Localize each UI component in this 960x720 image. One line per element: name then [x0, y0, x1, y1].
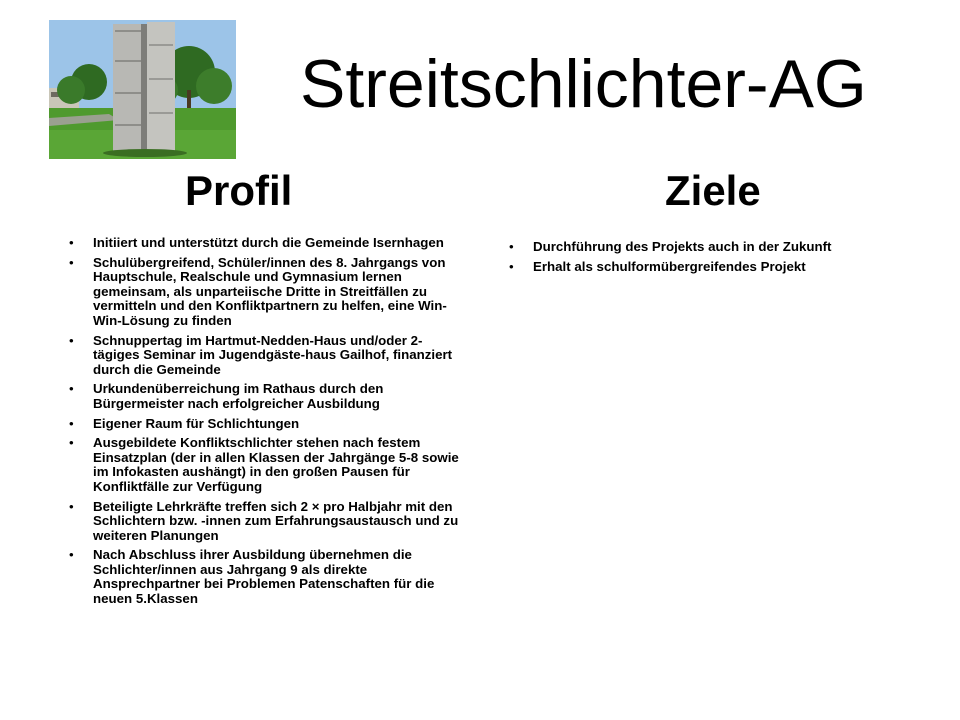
bullet-icon: • — [509, 258, 514, 274]
bullet-icon: • — [69, 547, 74, 563]
profil-heading: Profil — [185, 167, 293, 214]
bullet-icon: • — [69, 435, 74, 451]
list-item: • Ausgebildete Konfliktschlichter stehen nach festem Einsatzplan (der in allen Klassen der Jahrgänge 5-8 sowie im Infokasten aushängt) in den großen Pausen für Konfliktfälle zur Verfügung — [69, 435, 459, 494]
bullet-icon: • — [69, 415, 74, 431]
list-item: • Beteiligte Lehrkräfte treffen sich 2 × pro Halbjahr mit den Schlichtern bzw. -innen zum Erfahrungsaustausch und zu weiteren Planungen — [69, 498, 459, 543]
bullet-icon: • — [69, 498, 74, 514]
ziele-heading: Ziele — [665, 167, 761, 214]
list-item: • Erhalt als schulformübergreifendes Projekt — [509, 258, 806, 274]
profil-list — [60, 236, 460, 612]
bullet-icon: • — [69, 235, 74, 250]
page-title: Streitschlichter-AG — [300, 46, 867, 122]
bullet-icon: • — [69, 254, 74, 270]
list-item: • Urkundenüberreichung im Rathaus durch den Bürgermeister nach erfolgreicher Ausbildung — [69, 381, 384, 411]
list-item: • Nach Abschluss ihrer Ausbildung übernehmen die Schlichter/innen aus Jahrgang 9 als direkte Ansprechpartner bei Problemen Patenschaften für die neuen 5.Klassen — [69, 547, 435, 607]
list-item: • Initiiert und unterstützt durch die Gemeinde Isernhagen — [69, 235, 444, 250]
bullet-icon: • — [509, 239, 514, 254]
list-item: • Eigener Raum für Schlichtungen — [69, 415, 300, 431]
bullet-icon: • — [69, 332, 74, 348]
ziele-list — [500, 240, 900, 279]
list-item: • Durchführung des Projekts auch in der Zukunft — [509, 239, 832, 254]
list-item: • Schnuppertag im Hartmut-Nedden-Haus und/oder 2-tägiges Seminar im Jugendgäste-haus Gailhof, finanziert durch die Gemeinde — [69, 332, 453, 377]
list-item: • Schulübergreifend, Schüler/innen des 8. Jahrgangs von Hauptschule, Realschule und Gymnasium lernen gemeinsam, als unparteiische Dritte in Streitfällen zu vermitteln und den Konfliktpartnern zu helfen, eine Win-Win-Lösung zu finden — [69, 254, 447, 328]
bullet-icon: • — [69, 381, 74, 397]
sculpture-photo — [49, 20, 236, 159]
